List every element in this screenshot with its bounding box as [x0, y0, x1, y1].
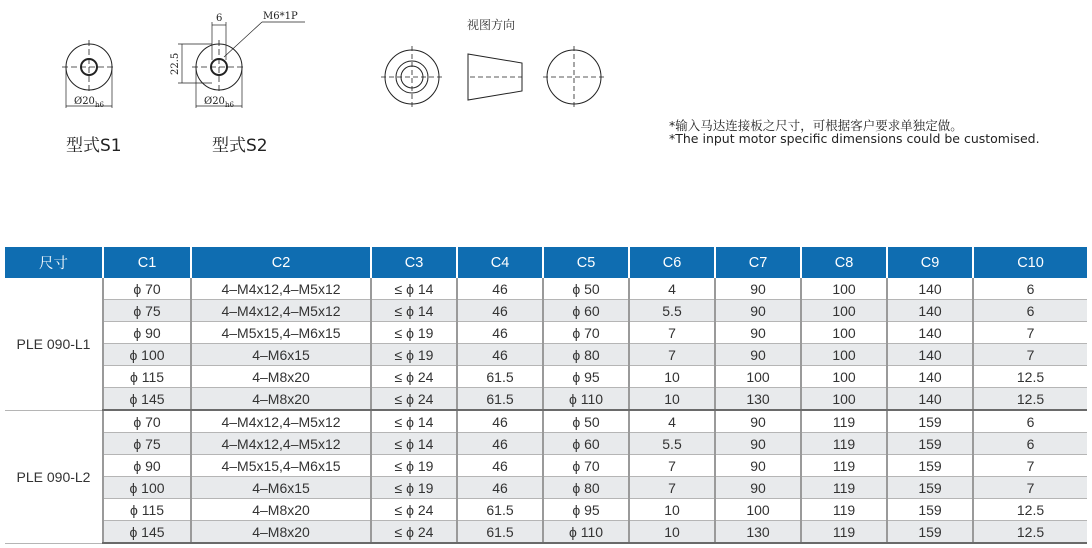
- cell-c8: 100: [801, 344, 887, 366]
- cell-c1: ϕ 115: [103, 499, 191, 521]
- cell-c7: 90: [715, 278, 801, 300]
- cell-c8: 119: [801, 477, 887, 499]
- cell-c5: ϕ 50: [543, 278, 629, 300]
- cell-c4: 46: [457, 433, 543, 455]
- header-c7: C7: [715, 247, 801, 278]
- cell-c4: 61.5: [457, 499, 543, 521]
- cell-c9: 140: [887, 278, 973, 300]
- cell-c6: 10: [629, 521, 715, 544]
- cell-c6: 7: [629, 477, 715, 499]
- note-chinese: *输入马达连接板之尺寸，可根据客户要求单独定做。: [669, 118, 963, 133]
- cell-c2: 4–M4x12,4–M5x12: [191, 278, 371, 300]
- s2-top-dim: 6: [216, 13, 223, 24]
- table-row: [5, 278, 1087, 300]
- header-c1: C1: [103, 247, 191, 278]
- cell-c10: 7: [973, 322, 1087, 344]
- header-size: 尺寸: [5, 247, 103, 278]
- cell-c10: 12.5: [973, 388, 1087, 411]
- cell-c8: 100: [801, 278, 887, 300]
- table-row: [5, 300, 1087, 322]
- svg-text:Ø20h6: $Ø20_{h6}$: [74, 96, 104, 109]
- cell-c8: 100: [801, 322, 887, 344]
- table-row: [5, 477, 1087, 499]
- cell-c10: 12.5: [973, 521, 1087, 544]
- table-row: [5, 499, 1087, 521]
- cell-c7: 90: [715, 410, 801, 433]
- cell-c6: 7: [629, 322, 715, 344]
- spec-table: [5, 247, 1087, 544]
- cell-c3: ≤ ϕ 24: [371, 366, 457, 388]
- cell-c9: 140: [887, 388, 973, 411]
- s2-side-dim: 22.5: [170, 52, 181, 75]
- cell-c7: 90: [715, 344, 801, 366]
- cell-c9: 140: [887, 344, 973, 366]
- cell-c7: 130: [715, 521, 801, 544]
- cell-c10: 7: [973, 477, 1087, 499]
- cell-c1: ϕ 75: [103, 300, 191, 322]
- cell-c3: ≤ ϕ 19: [371, 477, 457, 499]
- cell-c8: 119: [801, 499, 887, 521]
- cell-c5: ϕ 80: [543, 344, 629, 366]
- s2-caption: 型式S2: [212, 136, 268, 156]
- cell-c6: 10: [629, 499, 715, 521]
- header-c6: C6: [629, 247, 715, 278]
- cell-c4: 46: [457, 477, 543, 499]
- cell-c8: 119: [801, 521, 887, 544]
- cell-c9: 159: [887, 433, 973, 455]
- header-c5: C5: [543, 247, 629, 278]
- cell-c4: 61.5: [457, 366, 543, 388]
- cell-c7: 90: [715, 477, 801, 499]
- cell-c4: 61.5: [457, 388, 543, 411]
- cell-c1: ϕ 145: [103, 521, 191, 544]
- cell-c8: 100: [801, 366, 887, 388]
- table-row: [5, 455, 1087, 477]
- header-c10: C10: [973, 247, 1087, 278]
- cell-c2: 4–M6x15: [191, 344, 371, 366]
- header-c4: C4: [457, 247, 543, 278]
- header-c2: C2: [191, 247, 371, 278]
- s2-dim-label: Ø20: [204, 96, 225, 107]
- table-row: [5, 521, 1087, 544]
- cell-c1: ϕ 75: [103, 433, 191, 455]
- cell-c4: 46: [457, 300, 543, 322]
- cell-c2: 4–M6x15: [191, 477, 371, 499]
- cell-c4: 46: [457, 344, 543, 366]
- cell-c4: 46: [457, 278, 543, 300]
- cell-c9: 140: [887, 300, 973, 322]
- cell-c2: 4–M8x20: [191, 366, 371, 388]
- cell-c1: ϕ 100: [103, 477, 191, 499]
- table-header-row: [5, 247, 1087, 278]
- cell-c1: ϕ 70: [103, 278, 191, 300]
- shaft-drawings: [0, 0, 640, 140]
- header-c8: C8: [801, 247, 887, 278]
- cell-c2: 4–M4x12,4–M5x12: [191, 410, 371, 433]
- cell-c8: 119: [801, 410, 887, 433]
- cell-c1: ϕ 100: [103, 344, 191, 366]
- cell-c9: 159: [887, 455, 973, 477]
- table-body: [5, 278, 1087, 543]
- cell-c7: 100: [715, 499, 801, 521]
- cell-c5: ϕ 70: [543, 455, 629, 477]
- cell-c5: ϕ 70: [543, 322, 629, 344]
- cell-c5: ϕ 60: [543, 300, 629, 322]
- cell-c5: ϕ 60: [543, 433, 629, 455]
- cell-c3: ≤ ϕ 24: [371, 521, 457, 544]
- cell-c9: 159: [887, 499, 973, 521]
- cell-c2: 4–M4x12,4–M5x12: [191, 433, 371, 455]
- cell-c3: ≤ ϕ 24: [371, 499, 457, 521]
- cell-c8: 100: [801, 300, 887, 322]
- cell-c10: 6: [973, 410, 1087, 433]
- cell-c8: 100: [801, 388, 887, 411]
- cell-c9: 159: [887, 477, 973, 499]
- cell-c9: 159: [887, 521, 973, 544]
- table-row: [5, 366, 1087, 388]
- table-row: [5, 344, 1087, 366]
- header-c3: C3: [371, 247, 457, 278]
- cell-c5: ϕ 50: [543, 410, 629, 433]
- cell-c2: 4–M8x20: [191, 388, 371, 411]
- cell-c1: ϕ 145: [103, 388, 191, 411]
- cell-c3: ≤ ϕ 14: [371, 278, 457, 300]
- cell-c4: 61.5: [457, 521, 543, 544]
- cell-c7: 90: [715, 455, 801, 477]
- cell-c4: 46: [457, 455, 543, 477]
- cell-c6: 4: [629, 278, 715, 300]
- s1-dim-label: Ø20: [74, 96, 95, 107]
- cell-c2: 4–M8x20: [191, 499, 371, 521]
- cell-c7: 90: [715, 433, 801, 455]
- cell-c3: ≤ ϕ 19: [371, 344, 457, 366]
- cell-c10: 7: [973, 455, 1087, 477]
- header-c9: C9: [887, 247, 973, 278]
- cell-c1: ϕ 115: [103, 366, 191, 388]
- svg-text:Ø20h6: $Ø20_{h6}$: [204, 96, 234, 109]
- cell-c1: ϕ 70: [103, 410, 191, 433]
- cell-c4: 46: [457, 322, 543, 344]
- cell-c6: 7: [629, 344, 715, 366]
- cell-c6: 5.5: [629, 433, 715, 455]
- cell-c9: 140: [887, 322, 973, 344]
- cell-c9: 140: [887, 366, 973, 388]
- cell-c10: 7: [973, 344, 1087, 366]
- cell-c5: ϕ 110: [543, 521, 629, 544]
- table-row: [5, 322, 1087, 344]
- cell-c1: ϕ 90: [103, 322, 191, 344]
- cell-c5: ϕ 95: [543, 366, 629, 388]
- table-row: [5, 433, 1087, 455]
- cell-c2: 4–M5x15,4–M6x15: [191, 322, 371, 344]
- table-row: [5, 410, 1087, 433]
- model-cell: PLE 090-L1: [5, 278, 103, 410]
- cell-c3: ≤ ϕ 19: [371, 322, 457, 344]
- cell-c6: 5.5: [629, 300, 715, 322]
- cell-c6: 4: [629, 410, 715, 433]
- cell-c4: 46: [457, 410, 543, 433]
- view-direction-title: 视图方向: [467, 18, 516, 32]
- cell-c5: ϕ 80: [543, 477, 629, 499]
- cell-c10: 12.5: [973, 366, 1087, 388]
- cell-c10: 12.5: [973, 499, 1087, 521]
- cell-c6: 10: [629, 366, 715, 388]
- cell-c7: 130: [715, 388, 801, 411]
- cell-c8: 119: [801, 433, 887, 455]
- cell-c10: 6: [973, 433, 1087, 455]
- cell-c5: ϕ 110: [543, 388, 629, 411]
- s2-thread-label: M6*1P: [263, 11, 298, 22]
- cell-c8: 119: [801, 455, 887, 477]
- s1-caption: 型式S1: [66, 136, 122, 156]
- cell-c2: 4–M4x12,4–M5x12: [191, 300, 371, 322]
- cell-c3: ≤ ϕ 14: [371, 410, 457, 433]
- cell-c7: 90: [715, 322, 801, 344]
- cell-c1: ϕ 90: [103, 455, 191, 477]
- cell-c6: 7: [629, 455, 715, 477]
- cell-c3: ≤ ϕ 14: [371, 300, 457, 322]
- cell-c3: ≤ ϕ 19: [371, 455, 457, 477]
- cell-c5: ϕ 95: [543, 499, 629, 521]
- cell-c2: 4–M5x15,4–M6x15: [191, 455, 371, 477]
- cell-c3: ≤ ϕ 14: [371, 433, 457, 455]
- model-cell: PLE 090-L2: [5, 410, 103, 543]
- cell-c3: ≤ ϕ 24: [371, 388, 457, 411]
- note-english: *The input motor specific dimensions could be customised.: [669, 131, 1040, 146]
- cell-c7: 100: [715, 366, 801, 388]
- cell-c6: 10: [629, 388, 715, 411]
- table-row: [5, 388, 1087, 411]
- cell-c10: 6: [973, 278, 1087, 300]
- cell-c2: 4–M8x20: [191, 521, 371, 544]
- cell-c9: 159: [887, 410, 973, 433]
- cell-c10: 6: [973, 300, 1087, 322]
- cell-c7: 90: [715, 300, 801, 322]
